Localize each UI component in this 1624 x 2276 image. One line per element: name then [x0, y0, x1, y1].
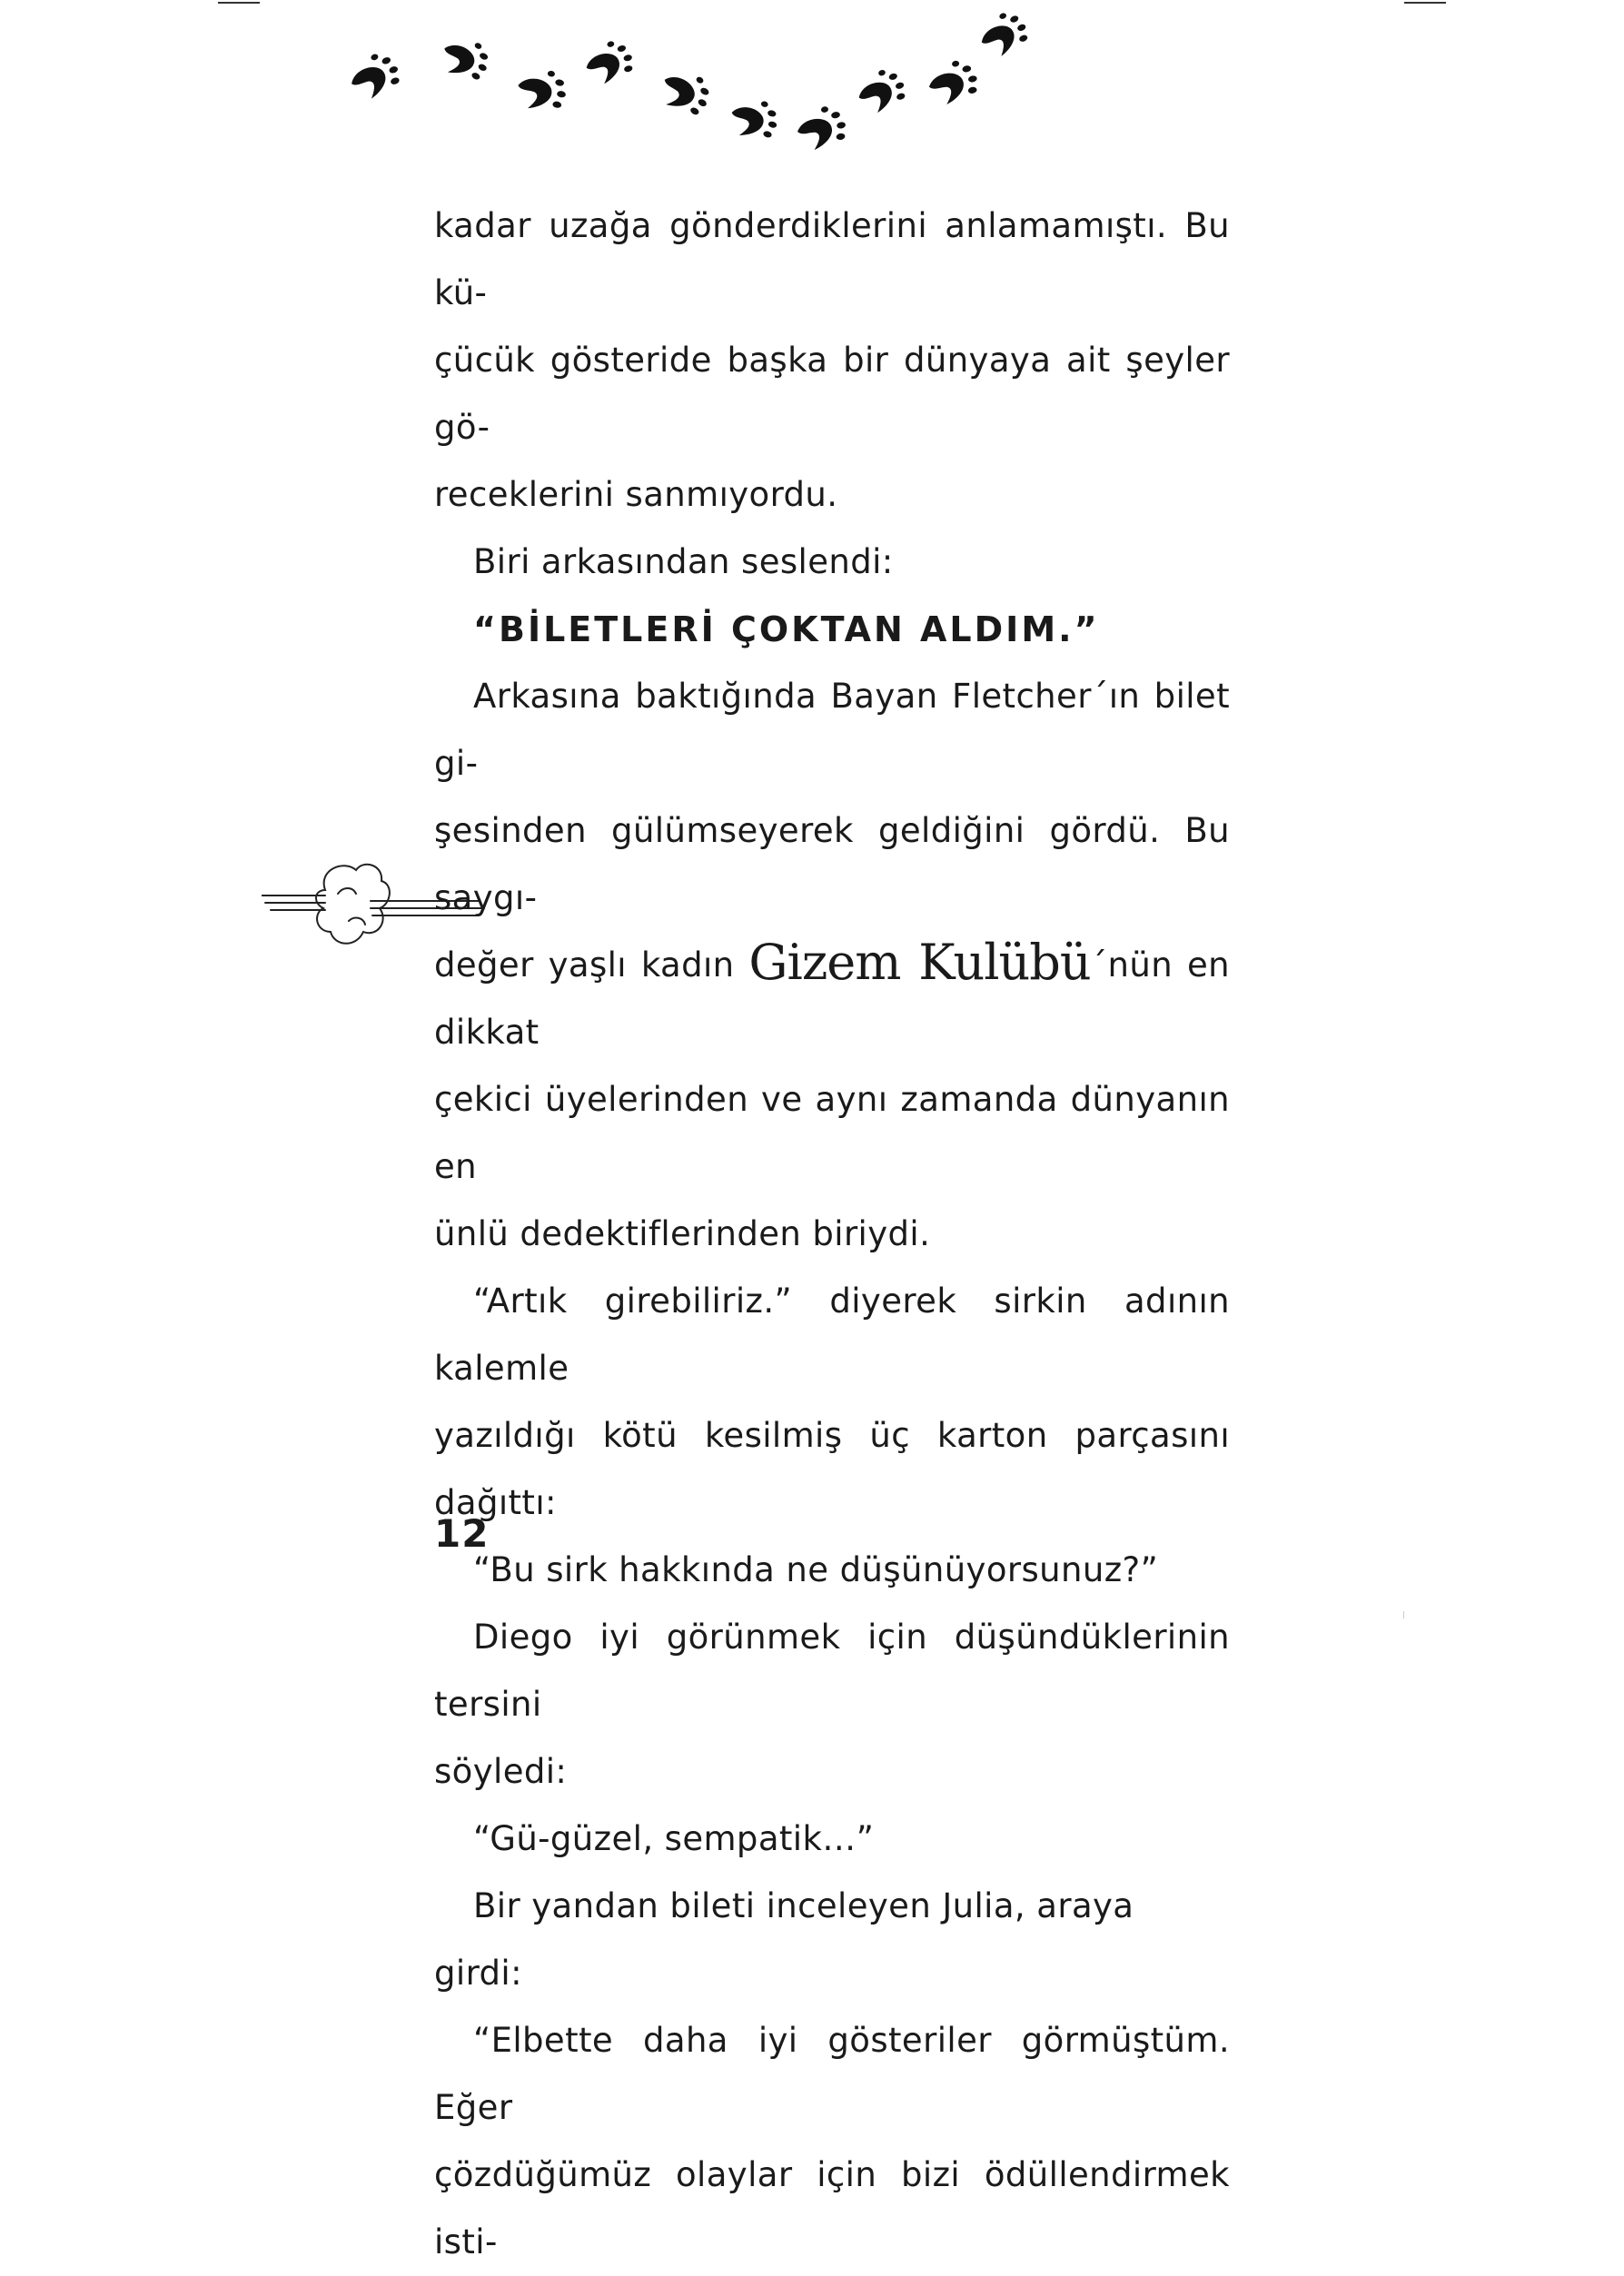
paragraph-line: Biri arkasından seslendi: [473, 542, 894, 581]
paw-print-icon [345, 48, 405, 104]
paw-print-icon [654, 63, 717, 123]
paw-print-icon [727, 94, 782, 143]
paragraph-line: “Artık girebiliriz.” diyerek sirkin adının kalemle [434, 1281, 1230, 1388]
paragraph-line: çözdüğümüz olaylar için bizi ödüllendirmek isti- [434, 2155, 1230, 2261]
paw-print-icon [514, 65, 569, 114]
paragraph-line: kadar uzağa gönderdiklerini anlamamıştı. Bu kü- [434, 206, 1230, 312]
club-name-logotype: Gizem Kulübü [748, 934, 1091, 991]
paragraph-line: Arkasına baktığında Bayan Fletcher´ın bilet gi- [434, 677, 1230, 783]
paragraph-line: “Bu sirk hakkında ne düşünüyorsunuz?” [473, 1550, 1159, 1589]
paw-print-icon [581, 37, 637, 87]
paragraph-line: çekici üyelerinden ve aynı zamanda dünyanın en [434, 1080, 1230, 1186]
paragraph-line: receklerini sanmıyordu. [434, 475, 838, 514]
paragraph-line: Bir yandan bileti inceleyen Julia, araya girdi: [434, 1886, 1134, 1993]
paragraph-line: yazıldığı kötü kesilmiş üç karton parçasını dağıttı: [434, 1416, 1230, 1522]
paragraph-line: “Elbette daha iyi gösteriler görmüştüm. Eğer [434, 2021, 1230, 2127]
paw-print-icon [436, 31, 495, 86]
paragraph-line: şesinden gülümseyerek geldiğini gördü. Bu saygı- [434, 811, 1230, 917]
paragraph-line: Diego iyi görünmek için düşündüklerinin tersini [434, 1618, 1230, 1724]
paw-print-icon [853, 64, 909, 116]
paw-print-trail-icon [0, 0, 1624, 173]
paw-print-icon [975, 7, 1033, 62]
page-body [434, 193, 1230, 2276]
paw-print-icon [794, 104, 848, 153]
shouted-dialogue: “BİLETLERİ ÇOKTAN ALDIM.” [473, 609, 1100, 649]
paragraph-line: ünlü dedektiflerinden biriydi. [434, 1214, 931, 1253]
paragraph-line-with-club-name [434, 932, 1230, 1066]
paragraph-line: “Gü-güzel, sempatik…” [473, 1819, 875, 1858]
page-number: 12 [434, 1511, 490, 1556]
text-run: değer yaşlı kadın [434, 945, 749, 985]
paragraph-line: çücük gösteride başka bir dünyaya ait şeyler gö- [434, 341, 1230, 447]
paragraph-line: söyledi: [434, 1752, 568, 1791]
paw-print-icon [925, 57, 981, 107]
text-run: ´nün en dikkat [434, 945, 1230, 1052]
crop-mark-bottom [1403, 1611, 1404, 1618]
